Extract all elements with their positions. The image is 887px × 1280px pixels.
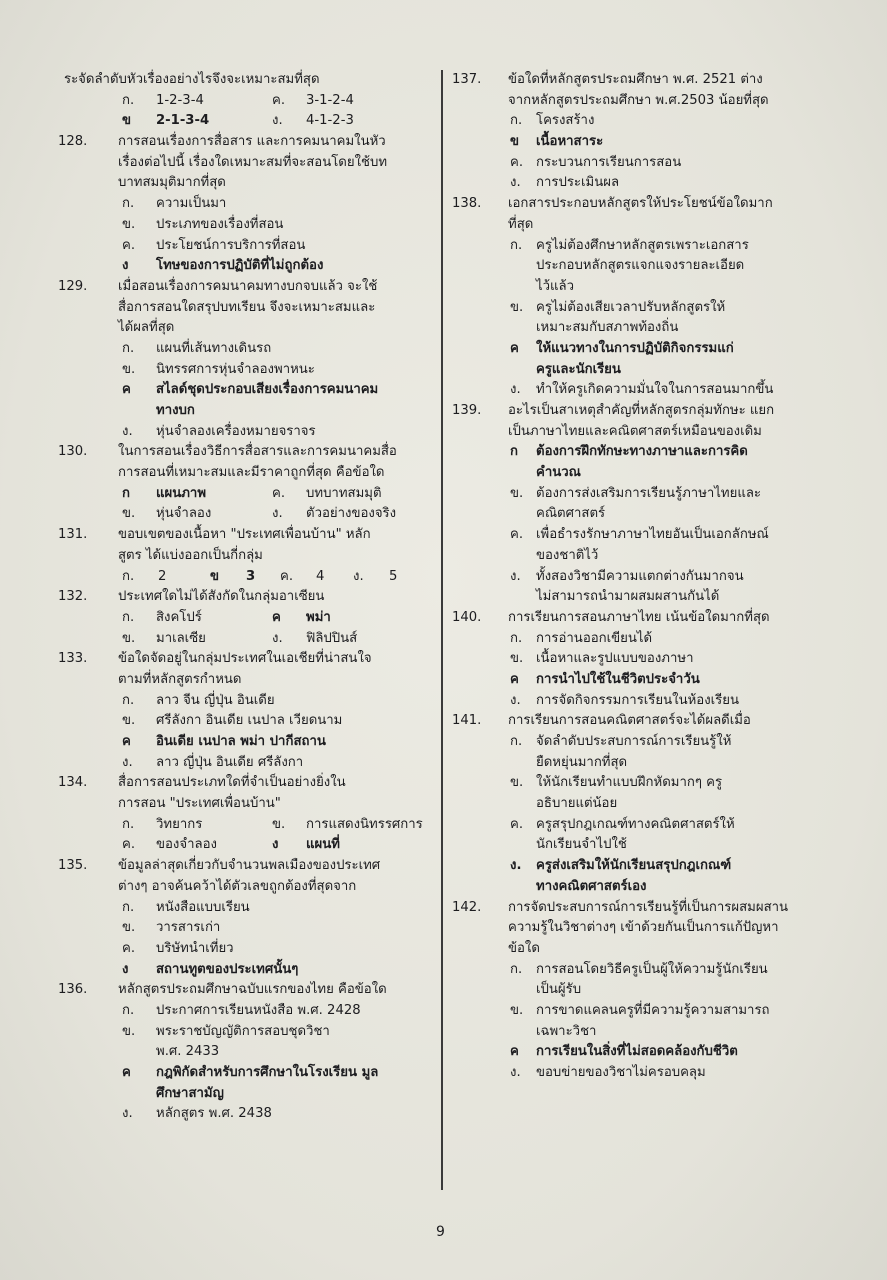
option-continuation (452, 1022, 852, 1043)
option-label: ง. (510, 692, 521, 708)
option-text: ให้นักเรียนทำแบบฝึกหัดมากๆ ครู (536, 775, 723, 791)
option-label: ค (510, 671, 519, 687)
option-text: ขอบข่ายของวิชาไม่ครอบคลุม (536, 1065, 706, 1080)
question-text: เมื่อสอนเรื่องการคมนาคมทางบกจบแล้ว จะใช้ (118, 278, 378, 294)
option-text: บริษัทนำเที่ยว (156, 940, 234, 956)
answer-option (452, 132, 852, 153)
question-text: ข้อใด (508, 940, 540, 956)
option-text: แผนที่เส้นทางเดินรถ (156, 340, 272, 356)
question-line (452, 401, 852, 422)
answer-option-pair (58, 835, 430, 856)
option-label: ข. (122, 630, 136, 646)
answer-option-pair (58, 504, 430, 525)
question-text: ตามที่หลักสูตรกำหนด (118, 671, 242, 687)
question-line (452, 608, 852, 629)
answer-option (452, 236, 852, 257)
option-text: ความเป็นมา (156, 196, 227, 212)
option-label: ค. (272, 92, 286, 108)
question-line (58, 670, 430, 691)
option-text: ประกอบหลักสูตรแจกแจงรายละเอียด (536, 258, 745, 274)
answer-option (452, 298, 852, 319)
question-line (58, 587, 430, 608)
question-line (58, 877, 430, 898)
option-label: ก. (122, 92, 135, 108)
option-text: การขาดแคลนครูที่มีความรู้ความสามารถ (536, 1002, 770, 1018)
option-text: วิทยากร (156, 816, 203, 832)
answer-option (58, 1063, 430, 1084)
question-line (58, 318, 430, 339)
option-label: ข (122, 113, 132, 129)
question-line (452, 918, 852, 939)
answer-option (58, 1022, 430, 1043)
option-text: ไม่สามารถนำมาผสมผสานกันได้ (536, 589, 720, 605)
correct-answer-text: สไลด์ชุดประกอบเสียงเรื่องการคมนาคม (156, 382, 379, 398)
answer-option (452, 380, 852, 401)
question-line (452, 422, 852, 443)
answer-option-pair (58, 484, 430, 505)
answer-option (58, 422, 430, 443)
question-line (452, 939, 852, 960)
question-number: 132. (58, 589, 88, 605)
option-text: ครูไม่ต้องศึกษาหลักสูตรเพราะเอกสาร (536, 237, 749, 253)
answer-option (58, 194, 430, 215)
answer-option-pair (58, 629, 430, 650)
correct-answer-text: ศึกษาสามัญ (156, 1085, 224, 1101)
option-label: ข. (122, 506, 136, 522)
answer-option-pair (58, 111, 430, 132)
answer-option (58, 732, 430, 753)
option-label: ข. (122, 216, 136, 232)
option-continuation (452, 318, 852, 339)
option-label: ง (122, 258, 129, 274)
option-continuation (452, 835, 852, 856)
option-text: การประเมินผล (536, 175, 620, 191)
answer-option (58, 360, 430, 381)
option-continuation (58, 401, 430, 422)
option-text: ลาว จีน ญี่ปุ่น อินเดีย (156, 692, 275, 708)
correct-answer-text: 2-1-3-4 (156, 113, 210, 129)
question-number: 131. (58, 527, 88, 543)
option-text: ครูสรุปกฎเกณฑ์ทางคณิตศาสตร์ให้ (536, 816, 735, 832)
question-number: 130. (58, 444, 88, 460)
correct-answer-text: ทางคณิตศาสตร์เอง (536, 878, 647, 894)
question-line (58, 649, 430, 670)
option-continuation (58, 1042, 430, 1063)
question-text: การเรียนการสอนภาษาไทย เน้นข้อใดมากที่สุด (508, 609, 770, 625)
answer-option (58, 380, 430, 401)
answer-option (452, 153, 852, 174)
question-text: สื่อการสอนประเภทใดที่จำเป็นอย่างยิ่งใน (118, 775, 346, 791)
option-continuation (452, 753, 852, 774)
question-text: ขอบเขตของเนื้อหา "ประเทศเพื่อนบ้าน" หลัก (118, 527, 371, 543)
correct-answer-text: สถานทูตของประเทศนั้นๆ (156, 961, 299, 977)
option-text: 4-1-2-3 (306, 113, 354, 129)
question-text: เป็นภาษาไทยและคณิตศาสตร์เหมือนของเดิม (508, 423, 762, 439)
option-label: ข (510, 134, 520, 150)
option-text: บทบาทสมมุติ (306, 485, 382, 501)
option-label: ง. (122, 423, 133, 439)
option-label: ค. (272, 485, 286, 501)
option-text: 2 (158, 568, 167, 584)
option-label: ค (122, 734, 131, 749)
option-label: ก. (122, 899, 135, 915)
option-label: ง. (272, 630, 283, 646)
option-text: การอ่านออกเขียนได้ (536, 630, 653, 646)
option-label: ก. (510, 630, 523, 646)
answer-option (452, 111, 852, 132)
option-label: ก. (122, 340, 135, 356)
option-label: ข. (510, 651, 524, 667)
option-continuation (452, 794, 852, 815)
question-number: 128. (58, 134, 88, 150)
option-continuation (452, 256, 852, 277)
option-label: ก (122, 485, 130, 501)
option-text: ของจำลอง (156, 837, 217, 853)
question-line (452, 215, 852, 236)
question-line (58, 463, 430, 484)
option-continuation (452, 463, 852, 484)
answer-option (452, 484, 852, 505)
question-line (58, 546, 430, 567)
option-continuation (452, 277, 852, 298)
option-text: กระบวนการเรียนการสอน (536, 154, 682, 170)
question-text: การสอนที่เหมาะสมและมีราคาถูกที่สุด คือข้อใด (118, 465, 385, 481)
column-divider (441, 70, 443, 1190)
option-label: ข. (510, 1002, 524, 1018)
option-continuation (452, 504, 852, 525)
answer-option (452, 960, 852, 981)
option-text: ครูไม่ต้องเสียเวลาปรับหลักสูตรให้ (536, 299, 726, 315)
option-label: ค. (510, 816, 524, 832)
answer-option (58, 1001, 430, 1022)
question-number: 141. (452, 713, 482, 729)
question-continuation-line (58, 70, 430, 91)
option-text: นักเรียนจำไปใช้ (536, 837, 627, 853)
option-label: ค. (510, 527, 524, 543)
correct-answer-text: แผนที่ (306, 837, 340, 853)
option-continuation (452, 980, 852, 1001)
question-text: หลักสูตรประถมศึกษาฉบับแรกของไทย คือข้อใด (118, 982, 387, 998)
answer-option (58, 918, 430, 939)
option-text: ของชาติไว้ (536, 547, 599, 563)
correct-answer-text: การเรียนในสิ่งที่ไม่สอดคล้องกับชีวิต (536, 1044, 738, 1060)
question-text: เรื่องต่อไปนี้ เรื่องใดเหมาะสมที่จะสอนโดยใช้บท (118, 154, 388, 170)
question-number: 129. (58, 278, 88, 294)
option-text: เหมาะสมกับสภาพท้องถิ่น (536, 320, 679, 336)
option-text: จัดลำดับประสบการณ์การเรียนรู้ให้ (536, 734, 732, 749)
option-label: ก. (122, 609, 135, 625)
question-line (58, 277, 430, 298)
question-line (58, 132, 430, 153)
question-number: 133. (58, 651, 88, 667)
option-continuation (452, 546, 852, 567)
answer-option (58, 753, 430, 774)
question-text: เอกสารประกอบหลักสูตรให้ประโยชน์ข้อใดมาก (508, 196, 773, 212)
question-number: 139. (452, 403, 482, 418)
answer-option (452, 856, 852, 877)
option-label: ก (510, 444, 518, 460)
option-text: ตัวอย่างของจริง (306, 506, 397, 522)
answer-option-pair (58, 815, 430, 836)
question-number: 135. (58, 858, 88, 874)
option-label: ง. (510, 1065, 521, 1080)
option-text: 5 (389, 568, 398, 584)
option-continuation (58, 1084, 430, 1105)
option-label: ข (210, 568, 220, 584)
option-label: ค. (122, 837, 136, 853)
option-label: ก. (510, 734, 523, 749)
correct-answer-text: อินเดีย เนปาล พม่า ปากีสถาน (156, 734, 326, 749)
option-label: ก. (510, 237, 523, 253)
question-number: 136. (58, 982, 88, 998)
option-label: ค. (122, 940, 136, 956)
option-text: มาเลเซีย (156, 630, 206, 646)
option-label: ค. (510, 154, 524, 170)
question-text: การจัดประสบการณ์การเรียนรู้ที่เป็นการผสมผสาน (508, 899, 789, 915)
option-text: การแสดงนิทรรศการ (306, 816, 423, 832)
correct-answer-text: โทษของการปฏิบัติที่ไม่ถูกต้อง (156, 258, 324, 274)
left-column (58, 70, 430, 1125)
answer-option (58, 960, 430, 981)
option-label: ข. (122, 920, 136, 936)
question-line (452, 194, 852, 215)
option-text: หนังสือแบบเรียน (156, 899, 250, 915)
option-label: ข. (510, 299, 524, 315)
correct-answer-text: ทางบก (156, 403, 195, 418)
option-text: ลาว ญี่ปุ่น อินเดีย ศรีลังกา (156, 754, 304, 770)
option-label: ง (272, 837, 279, 853)
option-text: เนื้อหาและรูปแบบของภาษา (536, 651, 694, 667)
answer-option (452, 815, 852, 836)
answer-option (452, 442, 852, 463)
question-text: ข้อมูลล่าสุดเกี่ยวกับจำนวนพลเมืองของประเทศ (118, 858, 381, 874)
answer-option (452, 732, 852, 753)
option-label: ก. (122, 568, 135, 584)
option-text: 4 (316, 568, 325, 584)
question-line (58, 173, 430, 194)
option-label: ง. (272, 506, 283, 522)
option-text: หุ่นจำลองเครื่องหมายจราจร (156, 423, 316, 439)
option-label: ข. (122, 1023, 136, 1039)
option-text: อธิบายแต่น้อย (536, 796, 618, 812)
answer-option (452, 773, 852, 794)
option-continuation (452, 587, 852, 608)
question-line (58, 298, 430, 319)
question-line (58, 153, 430, 174)
option-text: ศรีลังกา อินเดีย เนปาล เวียดนาม (156, 713, 343, 729)
question-text: จากหลักสูตรประถมศึกษา พ.ศ.2503 น้อยที่สุด (508, 92, 769, 108)
correct-answer-text: ต้องการฝึกทักษะทางภาษาและการคิด (536, 444, 748, 460)
option-text: ประโยชน์การบริการที่สอน (156, 237, 306, 253)
option-text: ต้องการส่งเสริมการเรียนรู้ภาษาไทยและ (536, 485, 762, 501)
answer-option (58, 256, 430, 277)
option-text: ยืดหยุ่นมากที่สุด (536, 754, 628, 770)
option-text: วารสารเก่า (156, 920, 221, 936)
option-text: ฟิลิปปินส์ (306, 630, 358, 646)
option-label: ค (510, 340, 519, 356)
question-number: 134. (58, 775, 88, 791)
option-text: เฉพาะวิชา (536, 1023, 597, 1039)
question-text: ข้อใดที่หลักสูตรประถมศึกษา พ.ศ. 2521 ต่าง (508, 72, 763, 87)
answer-option (58, 691, 430, 712)
option-text: คณิตศาสตร์ (536, 506, 606, 522)
option-label: ก. (510, 113, 523, 129)
option-label: ข. (272, 816, 286, 832)
question-text: บาทสมมุติมากที่สุด (118, 175, 226, 191)
answer-option-row (58, 567, 430, 588)
answer-option (452, 1042, 852, 1063)
answer-option (58, 236, 430, 257)
question-text: ในการสอนเรื่องวิธีการสื่อสารและการคมนาคมสื่อ (118, 444, 397, 460)
option-label: ข. (122, 713, 136, 729)
correct-answer-text: กฎพิกัดสำหรับการศึกษาในโรงเรียน มูล (156, 1065, 379, 1080)
answer-option (452, 173, 852, 194)
question-line (58, 794, 430, 815)
option-label: ก. (122, 816, 135, 832)
option-label: ง. (510, 382, 521, 398)
question-line (452, 711, 852, 732)
question-text: ข้อใดจัดอยู่ในกลุ่มประเทศในเอเชียที่น่าสนใจ (118, 651, 372, 667)
option-label: ง. (122, 1106, 133, 1122)
question-text: สื่อการสอนใดสรุปบทเรียน จึงจะเหมาะสมและ (118, 299, 376, 315)
question-number: 142. (452, 899, 482, 915)
question-text: การสอนเรื่องการสื่อสาร และการคมนาคมในหัว (118, 134, 386, 150)
option-label: ก. (510, 961, 523, 977)
option-text: เพื่อธำรงรักษาภาษาไทยอันเป็นเอกลักษณ์ (536, 527, 769, 543)
correct-answer-text: ครูและนักเรียน (536, 361, 621, 377)
correct-answer-text: ครูส่งเสริมให้นักเรียนสรุปกฎเกณฑ์ (536, 858, 732, 874)
option-label: ข. (510, 485, 524, 501)
answer-option (452, 670, 852, 691)
question-text: ได้ผลที่สุด (118, 320, 175, 336)
answer-option (58, 339, 430, 360)
option-text: สิงคโปร์ (156, 609, 202, 625)
answer-option (452, 567, 852, 588)
question-text: ที่สุด (508, 216, 534, 232)
option-label: ข. (510, 775, 524, 791)
option-label: ง. (272, 113, 283, 129)
option-text: พระราชบัญญัติการสอบชุดวิชา (156, 1023, 330, 1039)
correct-answer-text: พม่า (306, 609, 331, 625)
question-text: ระจัดลำดับหัวเรื่องอย่างไรจึงจะเหมาะสมที่สุด (64, 72, 320, 87)
answer-option (452, 339, 852, 360)
question-text: สูตร ได้แบ่งออกเป็นกี่กลุ่ม (118, 547, 263, 563)
option-continuation (452, 877, 852, 898)
option-label: ก. (122, 196, 135, 212)
answer-option (58, 711, 430, 732)
question-line (58, 442, 430, 463)
option-text: 1-2-3-4 (156, 92, 204, 108)
answer-option (58, 939, 430, 960)
answer-option (452, 525, 852, 546)
question-line (58, 980, 430, 1001)
answer-option (452, 649, 852, 670)
answer-option-pair (58, 91, 430, 112)
option-text: เป็นผู้รับ (536, 982, 582, 998)
option-label: ค (122, 382, 131, 398)
question-line (58, 773, 430, 794)
option-text: ทั้งสองวิชามีความแตกต่างกันมากจน (536, 568, 744, 584)
right-column (452, 70, 852, 1084)
answer-option (452, 691, 852, 712)
question-text: การสอน "ประเทศเพื่อนบ้าน" (118, 796, 281, 812)
correct-answer-text: แผนภาพ (156, 485, 207, 501)
answer-option (452, 1001, 852, 1022)
option-label: ง. (353, 568, 364, 584)
option-label: ง. (510, 175, 521, 191)
question-line (452, 70, 852, 91)
question-text: การเรียนการสอนคณิตศาสตร์จะได้ผลดีเมื่อ (508, 713, 751, 729)
option-label: ง (122, 961, 129, 977)
option-text: การจัดกิจกรรมการเรียนในห้องเรียน (536, 692, 739, 708)
question-text: อะไรเป็นสาเหตุสำคัญที่หลักสูตรกลุ่มทักษะ แยก (508, 403, 775, 418)
option-text: พ.ศ. 2433 (156, 1044, 220, 1060)
question-line (58, 856, 430, 877)
option-label: ค (510, 1044, 519, 1060)
option-text: ประเภทของเรื่องที่สอน (156, 216, 284, 232)
option-text: 3-1-2-4 (306, 92, 354, 108)
question-text: ประเทศใดไม่ได้สังกัดในกลุ่มอาเซียน (118, 589, 325, 605)
option-label: ค. (122, 237, 136, 253)
option-label: ง. (122, 754, 133, 770)
option-label: ค. (280, 568, 294, 584)
option-text: ทำให้ครูเกิดความมั่นใจในการสอนมากขึ้น (536, 382, 774, 398)
correct-answer-text: การนำไปใช้ในชีวิตประจำวัน (536, 671, 700, 687)
option-label: ค (272, 609, 281, 625)
question-number: 140. (452, 609, 482, 625)
question-line (452, 898, 852, 919)
question-text: ความรู้ในวิชาต่างๆ เข้าด้วยกันเป็นการแก้ปัญหา (508, 920, 779, 936)
question-line (452, 91, 852, 112)
correct-answer-text: 3 (246, 568, 256, 584)
option-label: ง. (510, 858, 522, 874)
question-text: ต่างๆ อาจค้นคว้าได้ตัวเลขถูกต้องที่สุดจาก (118, 878, 357, 894)
option-text: ไว้แล้ว (536, 278, 575, 294)
answer-option (58, 215, 430, 236)
option-label: ก. (122, 692, 135, 708)
page-number: 9 (436, 1224, 445, 1240)
option-text: หุ่นจำลอง (156, 506, 212, 522)
correct-answer-text: ให้แนวทางในการปฏิบัติกิจกรรมแก่ (536, 340, 734, 356)
option-text: นิทรรศการหุ่นจำลองพาหนะ (156, 361, 315, 377)
option-text: ประกาศการเรียนหนังสือ พ.ศ. 2428 (156, 1002, 361, 1018)
option-label: ก. (122, 1002, 135, 1018)
answer-option-pair (58, 608, 430, 629)
option-continuation (452, 360, 852, 381)
option-label: ง. (510, 568, 521, 584)
correct-answer-text: คำนวณ (536, 465, 581, 481)
option-text: โครงสร้าง (536, 113, 595, 129)
question-line (58, 525, 430, 546)
option-text: หลักสูตร พ.ศ. 2438 (156, 1106, 272, 1122)
option-label: ค (122, 1065, 131, 1080)
answer-option (58, 898, 430, 919)
option-label: ข. (122, 361, 136, 377)
question-number: 138. (452, 196, 482, 212)
answer-option (452, 629, 852, 650)
question-number: 137. (452, 72, 482, 87)
correct-answer-text: เนื้อหาสาระ (536, 134, 604, 150)
answer-option (452, 1063, 852, 1084)
answer-option (58, 1104, 430, 1125)
option-text: การสอนโดยวิธีครูเป็นผู้ให้ความรู้นักเรียน (536, 961, 768, 977)
